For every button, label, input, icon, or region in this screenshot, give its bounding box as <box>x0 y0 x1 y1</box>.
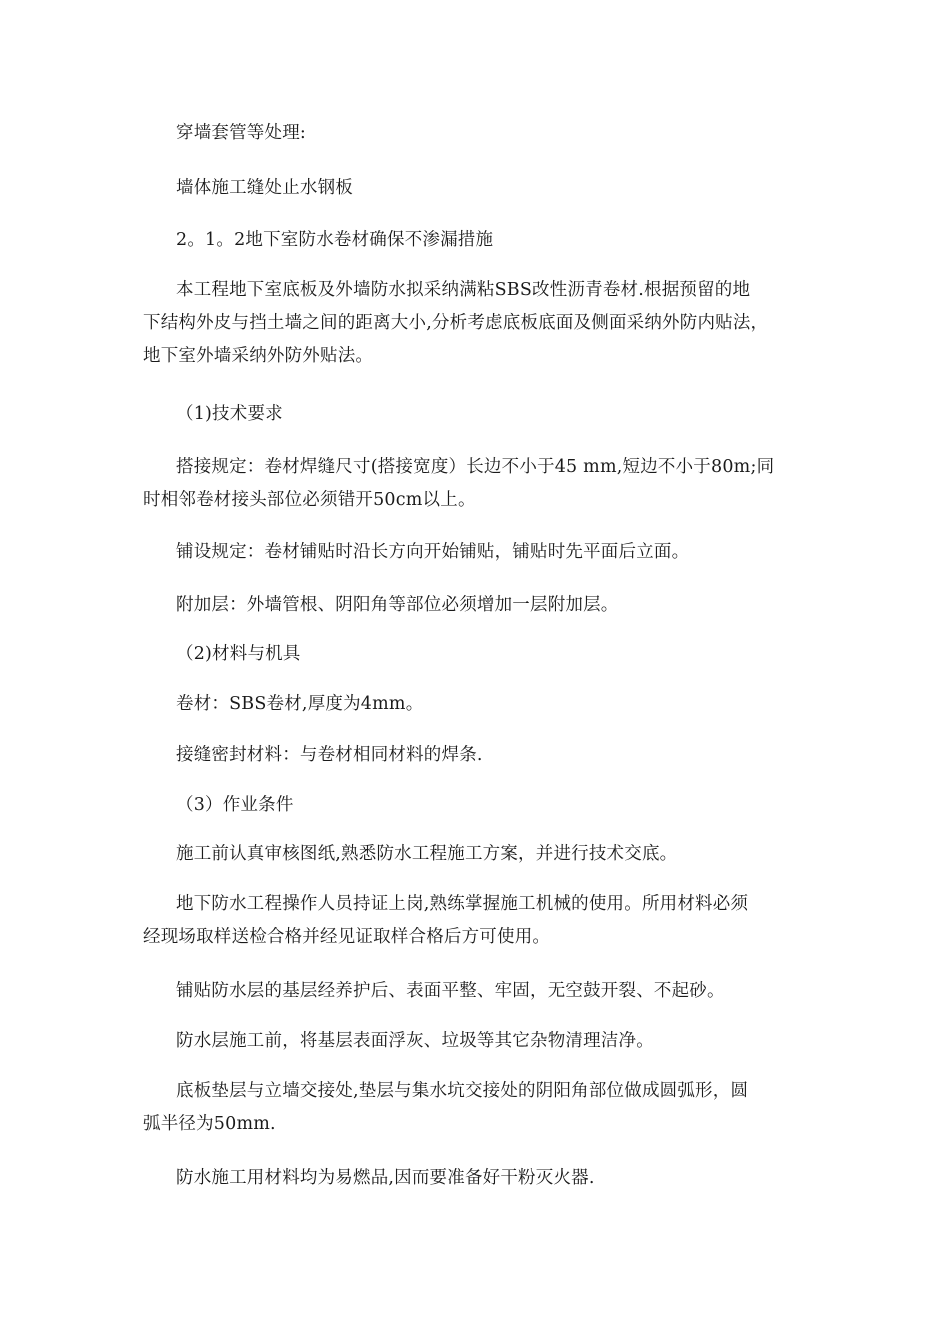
text-line: 2。1。2地下室防水卷材确保不渗漏措施 <box>176 230 494 250</box>
text-line: 下结构外皮与挡土墙之间的距离大小,分析考虑底板底面及侧面采纳外防内贴法， <box>143 313 769 333</box>
paragraph-drawing-review <box>143 838 815 871</box>
text-line: 施工前认真审核图纸,熟悉防水工程施工方案，并进行技术交底。 <box>176 844 678 864</box>
paragraph-wall-sleeve <box>143 117 815 150</box>
text-line: 穿墙套管等处理: <box>176 123 306 143</box>
paragraph-membrane-material <box>143 688 815 721</box>
text-line: 防水施工用材料均为易燃品,因而要准备好干粉灭火器. <box>176 1168 595 1188</box>
text-line: 地下防水工程操作人员持证上岗,熟练掌握施工机械的使用。所用材料必须 <box>176 894 749 914</box>
text-line: （3）作业条件 <box>176 795 294 815</box>
paragraph-laying-rules <box>143 536 815 569</box>
text-line: 铺贴防水层的基层经养护后、表面平整、牢固，无空鼓开裂、不起砂。 <box>176 981 725 1001</box>
paragraph-additional-layer <box>143 589 815 622</box>
text-line: 附加层：外墙管根、阴阳角等部位必须增加一层附加层。 <box>176 595 619 615</box>
paragraph-lap-rules <box>143 451 815 517</box>
text-line: （2)材料与机具 <box>176 644 301 664</box>
section-heading-2-1-2 <box>143 224 815 257</box>
text-line: 墙体施工缝处止水钢板 <box>176 178 353 198</box>
paragraph-base-layer <box>143 975 815 1008</box>
text-line: 接缝密封材料：与卷材相同材料的焊条. <box>176 745 483 765</box>
paragraph-surface-cleaning <box>143 1025 815 1058</box>
paragraph-operator-certification <box>143 888 815 954</box>
text-line: 搭接规定：卷材焊缝尺寸(搭接宽度）长边不小于45 mm,短边不小于80m;同 <box>176 457 775 477</box>
subheading-materials-tools <box>143 638 815 671</box>
text-line: 卷材：SBS卷材,厚度为4mm。 <box>176 694 424 714</box>
text-line: 经现场取样送检合格并经见证取样合格后方可使用。 <box>143 927 551 947</box>
text-line: （1)技术要求 <box>176 404 283 424</box>
subheading-working-conditions <box>143 789 815 822</box>
paragraph-project-overview <box>143 274 815 373</box>
paragraph-corner-arc <box>143 1075 815 1141</box>
text-line: 底板垫层与立墙交接处,垫层与集水坑交接处的阴阳角部位做成圆弧形，圆 <box>176 1081 749 1101</box>
text-line: 弧半径为50mm. <box>143 1114 276 1134</box>
subheading-technical-requirements <box>143 398 815 431</box>
text-line: 地下室外墙采纳外防外贴法。 <box>143 346 374 366</box>
paragraph-seam-sealant <box>143 739 815 772</box>
text-line: 铺设规定：卷材铺贴时沿长方向开始铺贴，铺贴时先平面后立面。 <box>176 542 690 562</box>
text-line: 防水层施工前，将基层表面浮灰、垃圾等其它杂物清理洁净。 <box>176 1031 654 1051</box>
text-line: 本工程地下室底板及外墙防水拟采纳满粘SBS改性沥青卷材.根据预留的地 <box>176 280 751 300</box>
paragraph-waterstop-plate <box>143 172 815 205</box>
paragraph-fire-safety <box>143 1162 815 1195</box>
text-line: 时相邻卷材接头部位必须错开50cm以上。 <box>143 490 476 510</box>
